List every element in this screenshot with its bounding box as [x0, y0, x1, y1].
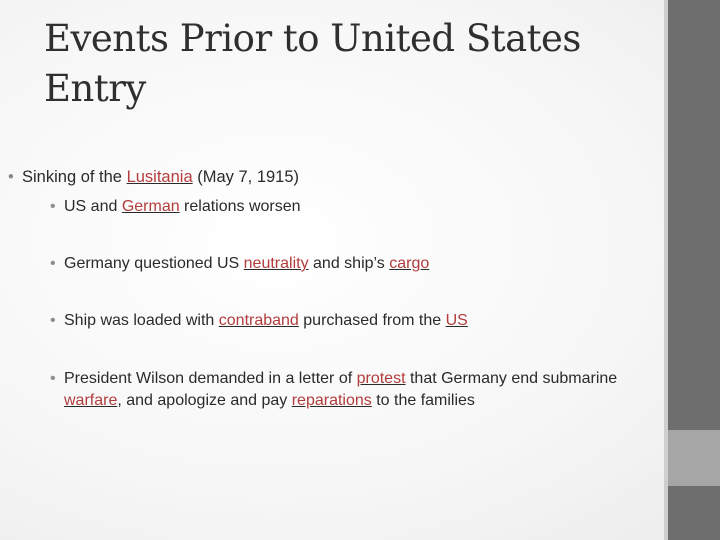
bullet-dot-icon: •	[50, 312, 56, 329]
slide-title: Events Prior to United States Entry	[44, 17, 581, 110]
link-lusitania[interactable]: Lusitania	[126, 168, 193, 186]
link-contraband[interactable]: contraband	[218, 312, 299, 329]
link-protest[interactable]: protest	[356, 370, 406, 387]
link-cargo[interactable]: cargo	[389, 255, 430, 272]
link-german[interactable]: German	[121, 198, 180, 215]
bullet-dot-icon: •	[8, 168, 14, 186]
link-us[interactable]: US	[445, 312, 468, 329]
bullet-dot-icon: •	[50, 255, 56, 272]
link-warfare[interactable]: warfare	[64, 392, 118, 409]
bullet-neutrality: • Germany questioned US neutrality and ship’s cargo	[50, 253, 429, 275]
link-neutrality[interactable]: neutrality	[243, 255, 309, 272]
bullet-wilson-protest: • President Wilson demanded in a letter of protest that Germany end submarine warfare, and apologize and pay reparations to the families	[50, 368, 710, 412]
bullet-wilson-line2: warfare, and apologize and pay reparations to the families	[64, 392, 475, 409]
bullet-lusitania: • Sinking of the Lusitania (May 7, 1915)	[8, 168, 300, 186]
bullet-relations: • US and German relations worsen	[50, 196, 301, 218]
bullet-dot-icon: •	[50, 370, 56, 387]
bullet-contraband: • Ship was loaded with contraband purchased from the US	[50, 310, 468, 332]
bullet-dot-icon: •	[50, 198, 56, 215]
link-reparations[interactable]: reparations	[291, 392, 372, 409]
